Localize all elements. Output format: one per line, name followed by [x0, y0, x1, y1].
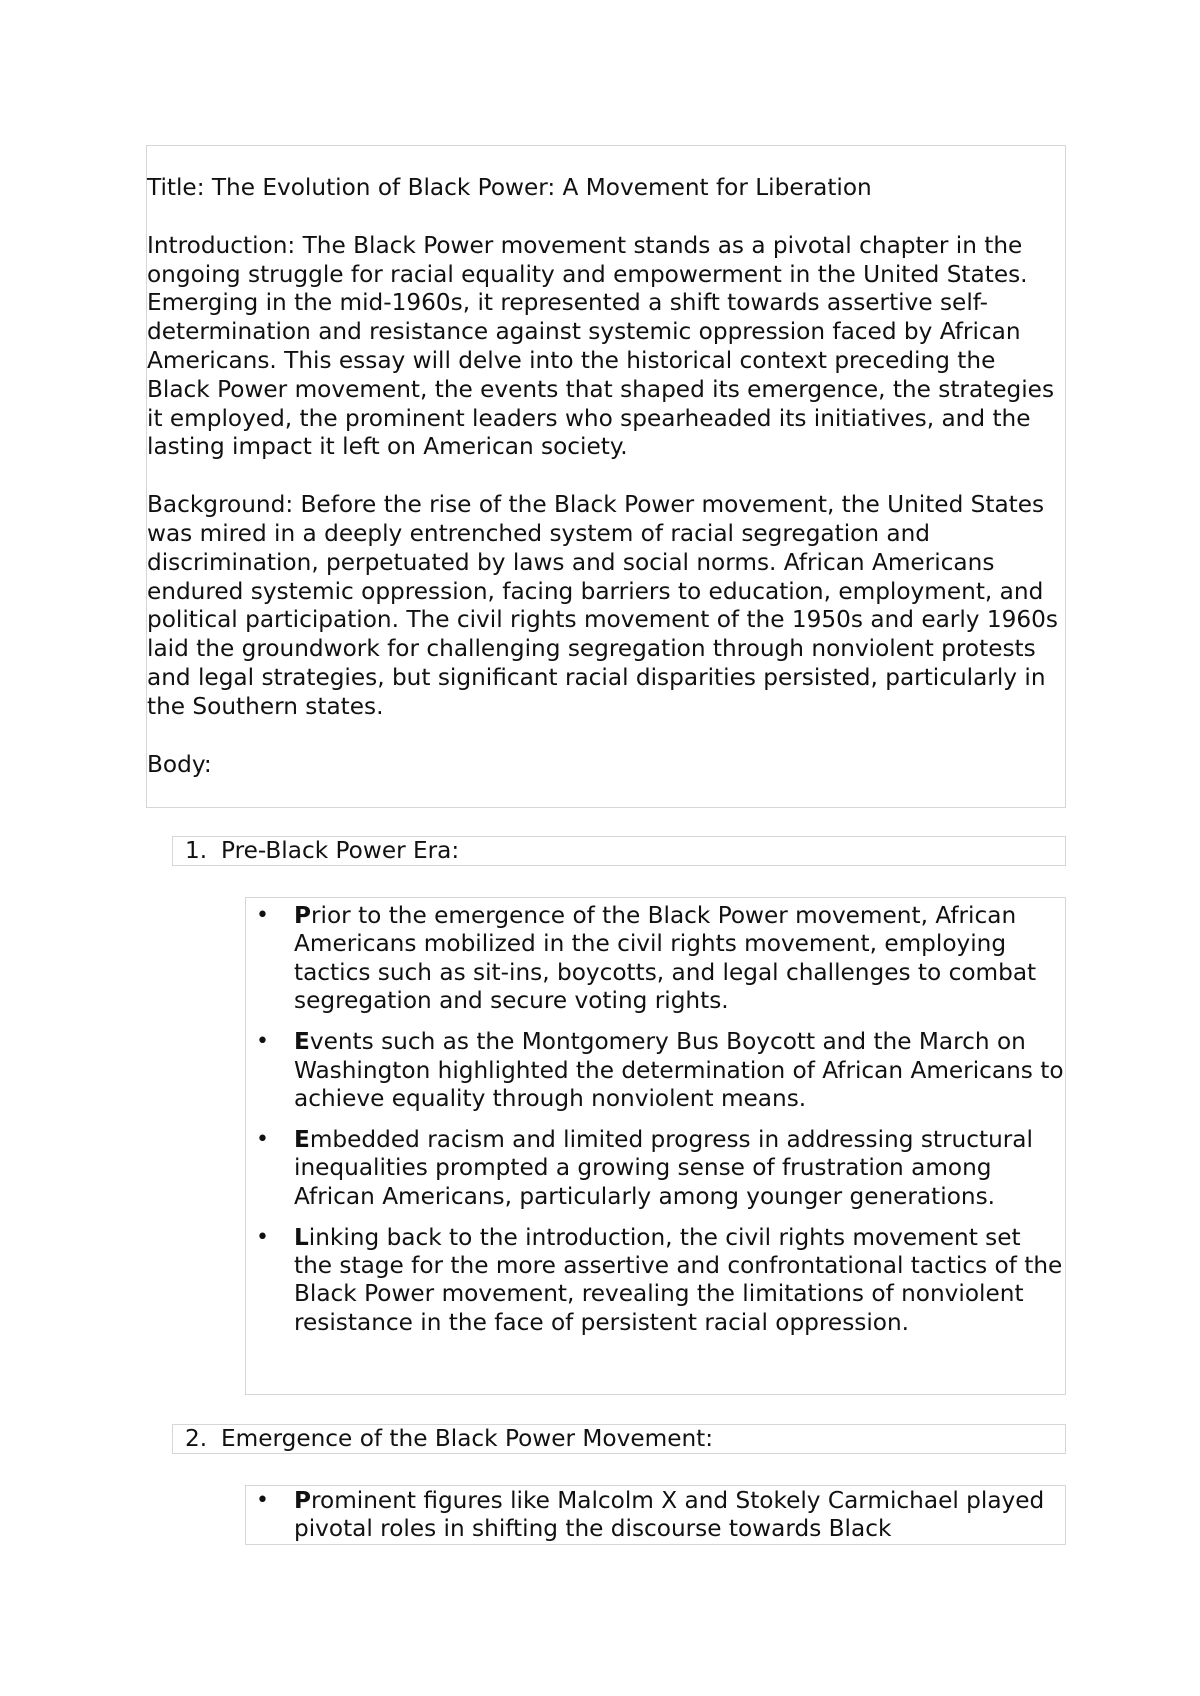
section-heading-label: Emergence of the Black Power Movement:: [221, 1425, 714, 1452]
section-heading-1: [172, 836, 1066, 866]
bullet-icon: •: [256, 1488, 269, 1513]
section-number: 2.: [185, 1425, 208, 1452]
intro-text-block: [146, 145, 1066, 808]
bullet-text: mbedded racism and limited progress in addressing structural inequalities prompted a growing sense of frustration among African Americans, particularly among younger generations.: [294, 1125, 1033, 1210]
list-item: [246, 1224, 1065, 1338]
bullet-initial: E: [294, 1028, 310, 1056]
background-paragraph: Background: Before the rise of the Black Power movement, the United States was mired in a deeply entrenched system of racial segregation and discrimination, perpetuated by laws and social norms. African Americans endured systemic oppression, facing barriers to education, employment, and political participation. The civil rights movement of the 1950s and early 1960s laid the groundwork for challenging segregation through nonviolent protests and legal strategies, but significant racial disparities persisted, particularly in the Southern states.: [147, 491, 1058, 720]
list-item: [246, 1126, 1065, 1211]
bullet-icon: •: [256, 903, 269, 928]
section-number: 1.: [185, 837, 208, 864]
bullet-icon: •: [256, 1126, 269, 1152]
bullet-icon: •: [256, 1224, 269, 1250]
bullet-text: vents such as the Montgomery Bus Boycott and the March on Washington highlighted the determination of African Americans to achieve equality through nonviolent means.: [294, 1028, 1064, 1112]
bullet-text: rominent figures like Malcolm X and Stokely Carmichael played pivotal roles in shifting the discourse towards Black: [294, 1487, 1045, 1543]
section-heading-2: [172, 1424, 1066, 1454]
list-item: [246, 1487, 1065, 1544]
body-label: Body:: [147, 750, 212, 778]
bullet-initial: P: [294, 1487, 311, 1514]
section-heading-label: Pre-Black Power Era:: [221, 837, 460, 864]
bullet-text: rior to the emergence of the Black Power movement, African Americans mobilized in the civil rights movement, employing tactics such as sit-ins, boycotts, and legal challenges to combat segregation and secure voting rights.: [294, 902, 1037, 1015]
bullet-initial: L: [294, 1223, 309, 1251]
introduction-paragraph: Introduction: The Black Power movement stands as a pivotal chapter in the ongoing struggle for racial equality and empowerment in the United States. Emerging in the mid-1960s, it represented a shift towards assertive self-determination and resistance against systemic oppression faced by African Americans. This essay will delve into the historical context preceding the Black Power movement, the events that shaped its emergence, the strategies it employed, the prominent leaders who spearheaded its initiatives, and the lasting impact it left on American society.: [147, 231, 1055, 461]
list-item: [246, 902, 1065, 1016]
section-2-bullet-list: [245, 1485, 1066, 1545]
section-1-bullet-list: [245, 897, 1066, 1395]
document-title: Title: The Evolution of Black Power: A Movement for Liberation: [147, 174, 872, 201]
bullet-initial: E: [294, 1125, 310, 1153]
bullet-initial: P: [294, 902, 311, 929]
bullet-icon: •: [256, 1029, 269, 1055]
bullet-text: inking back to the introduction, the civil rights movement set the stage for the more assertive and confrontational tactics of the Black Power movement, revealing the limitations of nonviolent resistance in the face of persistent racial oppression.: [294, 1223, 1063, 1336]
list-item: [246, 1028, 1065, 1113]
